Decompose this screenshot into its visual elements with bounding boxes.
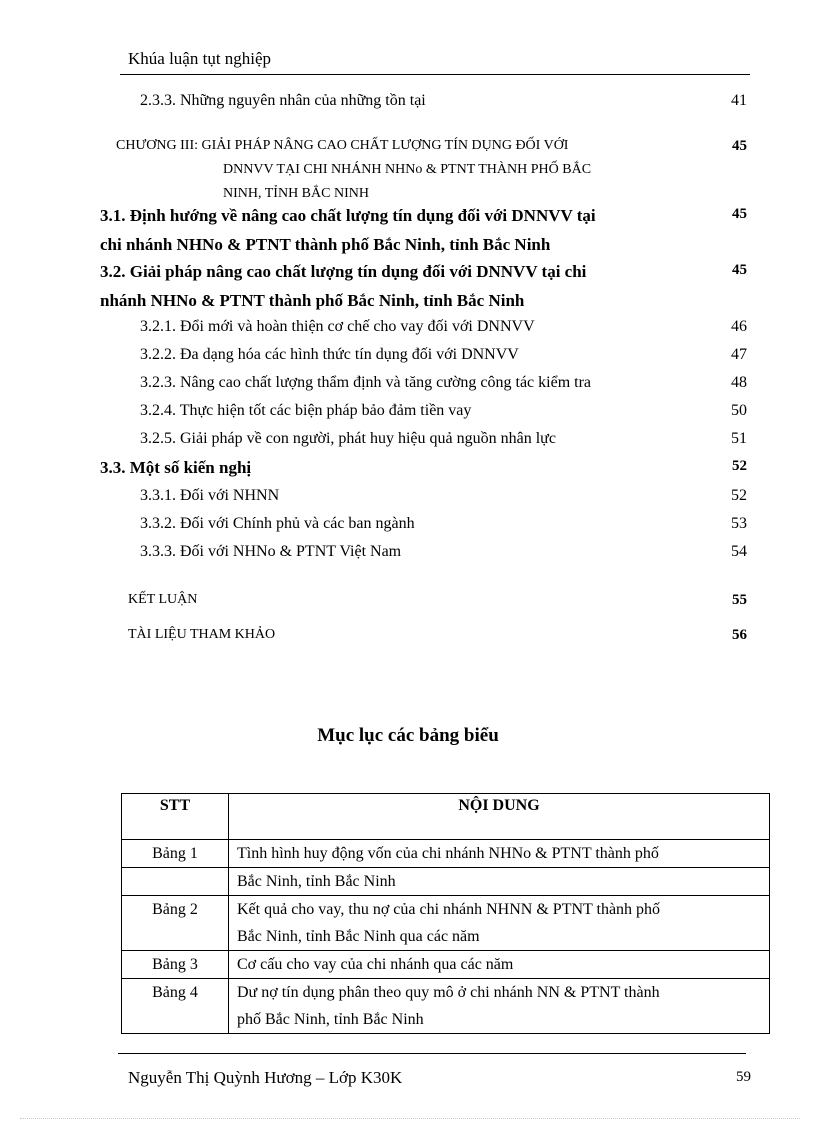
- page-bottom-edge: [20, 1118, 800, 1119]
- toc-entry-page: 46: [731, 318, 747, 335]
- section-3-1-line-1: 3.1. Định hướng về nâng cao chất lượng tín dụng đối với DNNVV tại: [100, 206, 596, 225]
- toc-entry-text: 3.2.3. Nâng cao chất lượng thẩm định và tăng cường công tác kiểm tra: [140, 374, 592, 391]
- toc-entry-page: 48: [731, 374, 747, 391]
- row-content: Tình hình huy động vốn của chi nhánh NHNo & PTNT thành phố: [229, 840, 770, 868]
- toc-entry-text: 3.2.2. Đa dạng hóa các hình thức tín dụng đối với DNNVV: [140, 346, 519, 363]
- page-header-title: Khúa luận tụt nghiệp: [128, 49, 272, 68]
- table-row: [122, 979, 770, 1034]
- row-content: Cơ cấu cho vay của chi nhánh qua các năm: [229, 951, 770, 979]
- table-row: [122, 868, 770, 896]
- row-content-line: Bắc Ninh, tỉnh Bắc Ninh qua các năm: [237, 928, 480, 945]
- tai-lieu-page: 56: [732, 627, 747, 643]
- table-row: [122, 951, 770, 979]
- section-3-3-text: 3.3. Một số kiến nghị: [100, 458, 252, 477]
- row-content-cont: Bắc Ninh, tỉnh Bắc Ninh: [229, 868, 770, 896]
- toc-entry-text: 3.3.2. Đối với Chính phủ và các ban ngành: [140, 515, 415, 532]
- table-row: [122, 896, 770, 951]
- section-3-1-line-2: chi nhánh NHNo & PTNT thành phố Bắc Ninh, tỉnh Bắc Ninh: [100, 235, 551, 254]
- toc-entry-text: 3.2.4. Thực hiện tốt các biện pháp bảo đảm tiền vay: [140, 402, 472, 419]
- section-3-2-line-2: nhánh NHNo & PTNT thành phố Bắc Ninh, tỉnh Bắc Ninh: [100, 291, 525, 310]
- row-content: [229, 979, 770, 1034]
- toc-tai-lieu: [128, 627, 750, 643]
- row-stt: Bảng 2: [122, 896, 229, 951]
- header-stt: STT: [122, 794, 229, 840]
- toc-ket-luan: [128, 592, 750, 608]
- toc-entry-page: 47: [731, 346, 747, 363]
- row-stt: Bảng 1: [122, 840, 229, 868]
- chapter-3-page: 45: [732, 138, 747, 154]
- toc-entry-page: 51: [731, 430, 747, 447]
- chapter-3-line-2: DNNVV TẠI CHI NHÁNH NHNo & PTNT THÀNH PHỐ BẮC: [223, 162, 592, 177]
- table-header-row: [122, 794, 770, 840]
- header-rule: [120, 74, 750, 75]
- section-3-2-line-1: 3.2. Giải pháp nâng cao chất lượng tín dụng đối với DNNVV tại chi: [100, 262, 587, 281]
- toc-entry-text: 3.2.5. Giải pháp về con người, phát huy hiệu quả nguồn nhân lực: [140, 430, 556, 447]
- row-stt: Bảng 3: [122, 951, 229, 979]
- tables-index-title: Mục lục các bảng biểu: [317, 725, 499, 746]
- table-row: [122, 840, 770, 868]
- toc-entry-text: 3.2.1. Đổi mới và hoàn thiện cơ chế cho vay đối với DNNVV: [140, 318, 535, 335]
- tables-index-table: [121, 793, 770, 1034]
- chapter-3-line-3: NINH, TỈNH BẮC NINH: [223, 186, 369, 201]
- toc-entry-text: 2.3.3. Những nguyên nhân của những tồn tại: [140, 92, 426, 109]
- ket-luan-page: 55: [732, 592, 747, 608]
- toc-entry-text: 3.3.3. Đối với NHNo & PTNT Việt Nam: [140, 543, 402, 560]
- header-content: NỘI DUNG: [229, 794, 770, 840]
- row-content-line: Kết quả cho vay, thu nợ của chi nhánh NHNN & PTNT thành phố: [237, 901, 661, 918]
- row-content: [229, 896, 770, 951]
- row-content-line: Dư nợ tín dụng phân theo quy mô ở chi nhánh NN & PTNT thành: [237, 984, 660, 1001]
- row-stt: Bảng 4: [122, 979, 229, 1034]
- tai-lieu-text: TÀI LIỆU THAM KHẢO: [128, 627, 276, 642]
- toc-entry-page: 50: [731, 402, 747, 419]
- section-3-2-page: 45: [732, 262, 747, 278]
- section-3-1-page: 45: [732, 206, 747, 222]
- footer-author: Nguyễn Thị Quỳnh Hương – Lớp K30K: [128, 1068, 403, 1087]
- row-stt-empty: [122, 868, 229, 896]
- toc-entry-page: 53: [731, 515, 747, 532]
- chapter-3-line-1: CHƯƠNG III: GIẢI PHÁP NÂNG CAO CHẤT LƯỢNG TÍN DỤNG ĐỐI VỚI: [116, 138, 569, 153]
- ket-luan-text: KẾT LUẬN: [128, 592, 198, 607]
- toc-entry-page: 52: [731, 487, 747, 504]
- toc-entry-page: 54: [731, 543, 747, 560]
- toc-entry-text: 3.3.1. Đối với NHNN: [140, 487, 280, 504]
- page-number: 59: [736, 1069, 751, 1085]
- row-content-line: phố Bắc Ninh, tỉnh Bắc Ninh: [237, 1011, 424, 1028]
- section-3-3-page: 52: [732, 458, 747, 474]
- footer-rule: [118, 1053, 746, 1054]
- toc-entry-page: 41: [731, 92, 747, 109]
